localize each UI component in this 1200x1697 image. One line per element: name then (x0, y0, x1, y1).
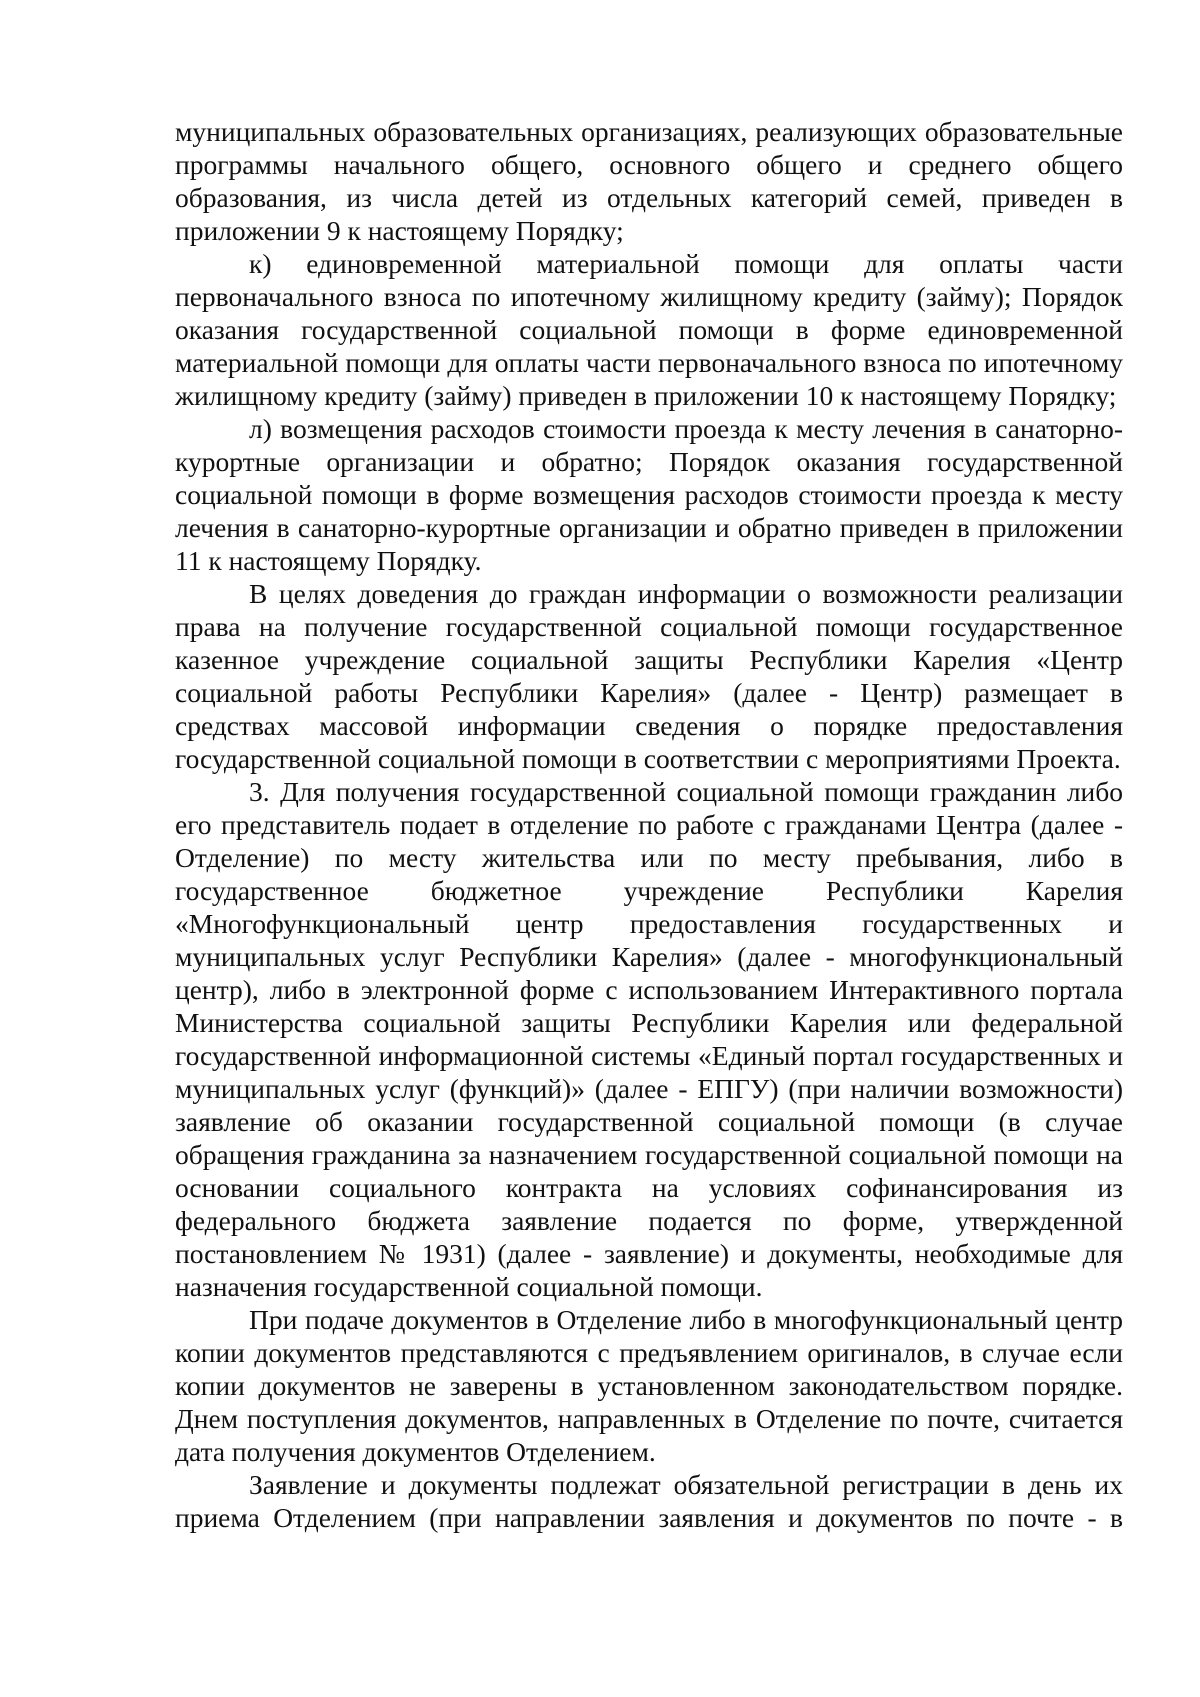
paragraph-copies: При подаче документов в Отделение либо в многофункциональный центр копии документов представляются с предъявлением оригиналов, в случае если копии документов не заверены в установленном законодательством порядке. Днем поступления документов, направленных в Отделение по почте, считается дата получения документов Отделением. (175, 1304, 1123, 1467)
paragraph-k: к) единовременной материальной помощи для оплаты части первоначального взноса по ипотечному жилищному кредиту (займу); Порядок оказания государственной социальной помощи в форме единовременной материальной помощи для оплаты части первоначального взноса по ипотечному жилищному кредиту (займу) приведен в приложении 10 к настоящему Порядку; (175, 248, 1123, 411)
paragraph-registration: Заявление и документы подлежат обязательной регистрации в день их приема Отделением (при направлении заявления и документов по почте - в (175, 1469, 1123, 1533)
paragraph-1: муниципальных образовательных организациях, реализующих образовательные программы начального общего, основного общего и среднего общего образования, из числа детей из отдельных категорий семей, приведен в приложении 9 к настоящему Порядку; (175, 116, 1123, 246)
paragraph-l: л) возмещения расходов стоимости проезда к месту лечения в санаторно-курортные организации и обратно; Порядок оказания государственной социальной помощи в форме возмещения расходов стоимости проезда к месту лечения в санаторно-курортные организации и обратно приведен в приложении 11 к настоящему Порядку. (175, 413, 1123, 576)
paragraph-information: В целях доведения до граждан информации о возможности реализации права на получение государственной социальной помощи государственное казенное учреждение социальной защиты Республики Карелия «Центр социальной работы Республики Карелия» (далее - Центр) размещает в средствах массовой информации сведения о порядке предоставления государственной социальной помощи в соответствии с мероприятиями Проекта. (175, 578, 1123, 774)
paragraph-3: 3. Для получения государственной социальной помощи гражданин либо его представитель подает в отделение по работе с гражданами Центра (далее - Отделение) по месту жительства или по месту пребывания, либо в государственное бюджетное учреждение Республики Карелия «Многофункциональный центр предоставления государственных и муниципальных услуг Республики Карелия» (далее - многофункциональный центр), либо в электронной форме с использованием Интерактивного портала Министерства социальной защиты Республики Карелия или федеральной государственной информационной системы «Единый портал государственных и муниципальных услуг (функций)» (далее - ЕПГУ) (при наличии возможности) заявление об оказании государственной социальной помощи (в случае обращения гражданина за назначением государственной социальной помощи на основании социального контракта на условиях софинансирования из федерального бюджета заявление подается по форме, утвержденной постановлением № 1931) (далее - заявление) и документы, необходимые для назначения государственной социальной помощи. (175, 776, 1123, 1302)
document-body (175, 115, 1123, 1534)
